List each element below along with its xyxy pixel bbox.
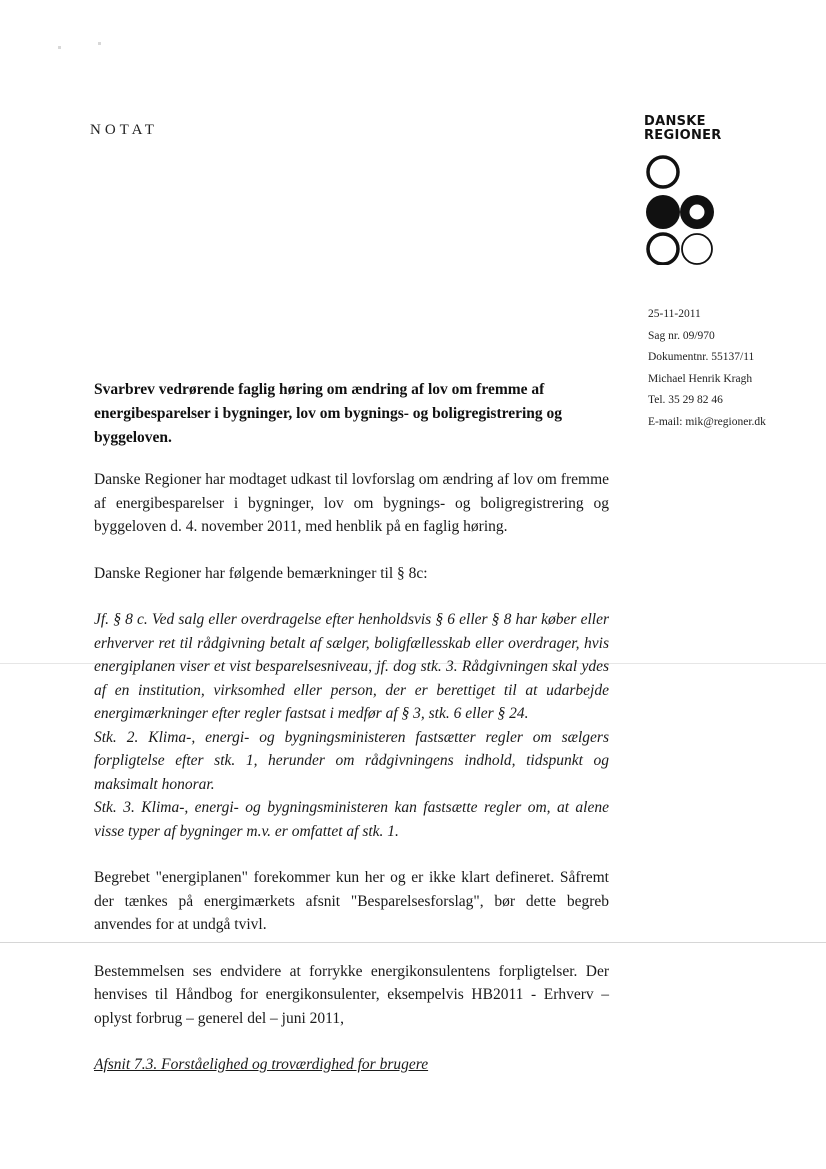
- paragraph-obligations: Bestemmelsen ses endvidere at forrykke energikonsulentens forpligtelser. Der henvises til Håndbog for energikonsulenter, eksempelvis HB2011 - Erhverv – oplyst forbrug – generel del – juni 2011,: [94, 962, 609, 1027]
- logo-line-2: REGIONER: [644, 128, 722, 143]
- paragraph-remarks-intro: Danske Regioner har følgende bemærkninger til § 8c:: [94, 564, 428, 582]
- meta-email: E-mail: mik@regioner.dk: [648, 415, 766, 428]
- paragraph-intro: Danske Regioner har modtaget udkast til lovforslag om ændring af lov om fremme af energibesparelser i bygninger, lov om bygnings- og boligregistrering og byggeloven d. 4. november 2011, med henblik på en faglig høring.: [94, 471, 609, 535]
- section-heading: Afsnit 7.3. Forståelighed og troværdighed for brugere: [94, 1056, 429, 1073]
- quoted-law-text: [94, 608, 609, 843]
- circles-logo-icon: [644, 153, 724, 265]
- logo-line-1: DANSKE: [644, 114, 706, 129]
- meta-case-number: Sag nr. 09/970: [648, 329, 715, 342]
- meta-document-number: Dokumentnr. 55137/11: [648, 351, 755, 364]
- meta-author: Michael Henrik Kragh: [648, 372, 753, 385]
- meta-date: 25-11-2011: [648, 308, 701, 320]
- document-metadata: [648, 304, 766, 434]
- quote-paragraph-2: Stk. 2. Klima-, energi- og bygningsministeren fastsætter regler om sælgers forpligtelse efter stk. 1, herunder om rådgivningens indhold, tidspunkt og maksimalt honorar.: [94, 728, 609, 793]
- document-subject: Svarbrev vedrørende faglig høring om ændring af lov om fremme af energibesparelser i bygninger, lov om bygnings- og boligregistrering og byggeloven.: [94, 381, 563, 446]
- paragraph-energiplanen: Begrebet "energiplanen" forekommer kun her og er ikke klart defineret. Såfremt der tænkes på energimærkets afsnit "Besparelsesforslag", bør dette begreb anvendes for at undgå tvivl.: [94, 869, 609, 933]
- document-type-label: NOTAT: [90, 122, 158, 138]
- organization-logo: [644, 115, 764, 265]
- document-body: [94, 468, 609, 1100]
- quote-paragraph-3: Stk. 3. Klima-, energi- og bygningsministeren kan fastsætte regler om, at alene visse typer af bygninger m.v. er omfattet af stk. 1.: [94, 799, 609, 840]
- quote-paragraph-1: Jf. § 8 c. Ved salg eller overdragelse efter henholdsvis § 6 eller § 8 har køber eller erhverver ret til rådgivning betalt af sælger, boligfællesskab eller overdrager, hvis energiplanen viser et vist besparelsesniveau, jf. dog stk. 3. Rådgivningen skal ydes af en institution, virksomhed eller person, der er berettiget til at udarbejde energimærkninger efter regler fastsat i medfør af § 3, stk. 6 eller § 24.: [94, 611, 609, 722]
- scan-speck: [58, 46, 61, 49]
- scan-speck: [98, 42, 101, 45]
- meta-phone: Tel. 35 29 82 46: [648, 394, 723, 407]
